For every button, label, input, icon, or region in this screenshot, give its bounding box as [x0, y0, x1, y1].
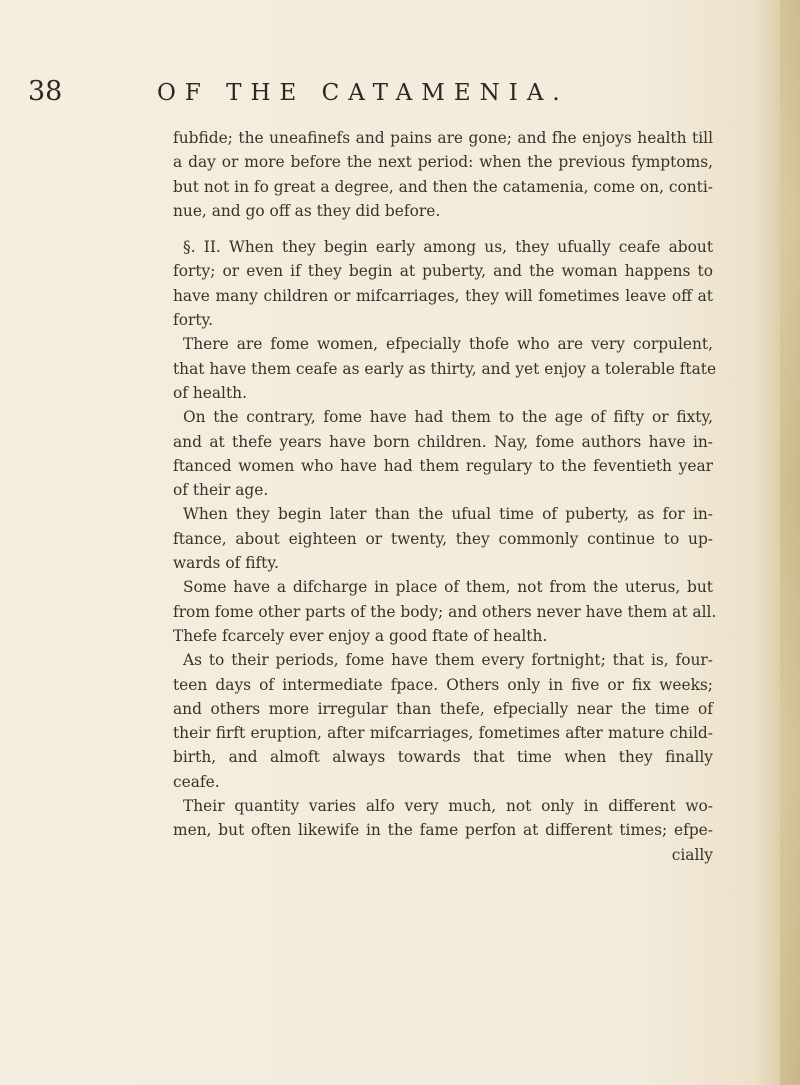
- text-line: from fome other parts of the body; and others never have them at all.: [173, 602, 717, 621]
- text-line: ftance, about eighteen or twenty, they commonly continue to up-: [173, 529, 713, 548]
- text-line: fubfide; the uneafinefs and pains are gone; and fhe enjoys health till: [173, 129, 713, 147]
- text-line: nue, and go off as they did before.: [173, 201, 441, 220]
- running-head: OF THE CATAMENIA.: [157, 80, 569, 106]
- text-line: of health.: [173, 383, 247, 402]
- text-line: Some have a difcharge in place of them, not from the uterus, but: [183, 578, 713, 597]
- section-heading-line: §. II. When they begin early among us, they ufually ceafe about: [183, 238, 713, 257]
- text-line: have many children or mifcarriages, they will fometimes leave off at: [173, 286, 713, 305]
- text-line: that have them ceafe as early as thirty, and yet enjoy a tolerable ftate: [173, 359, 717, 378]
- text-line: their firft eruption, after mifcarriages, fometimes after mature child-: [173, 724, 713, 743]
- body-text: [173, 126, 717, 867]
- text-line: forty.: [173, 311, 214, 330]
- text-line: There are fome women, efpecially thofe who are very corpulent,: [183, 335, 713, 354]
- text-line: wards of fifty.: [173, 554, 279, 573]
- page-edge-shadow: [780, 0, 800, 1085]
- catchword: cially: [671, 845, 713, 864]
- text-line: birth, and almoft always towards that time when they finally: [173, 748, 713, 767]
- text-line: Their quantity varies alfo very much, not only in different wo-: [183, 797, 713, 816]
- text-line: When they begin later than the ufual time of puberty, as for in-: [183, 505, 713, 524]
- text-line: ceafe.: [173, 772, 220, 791]
- text-line: teen days of intermediate fpace. Others only in five or fix weeks;: [173, 675, 713, 694]
- text-line: Thefe fcarcely ever enjoy a good ftate of health.: [173, 626, 548, 645]
- text-line: men, but often likewife in the fame perfon at different times; efpe-: [173, 821, 713, 840]
- text-line: but not in fo great a degree, and then the catamenia, come on, conti-: [173, 177, 713, 196]
- text-line: On the contrary, fome have had them to the age of fifty or fixty,: [183, 408, 713, 427]
- page-number: 38: [28, 76, 63, 107]
- text-line: of their age.: [173, 481, 269, 500]
- text-line: a day or more before the next period: when the previous fymptoms,: [173, 153, 713, 172]
- text-line: forty; or even if they begin at puberty, and the woman happens to: [173, 262, 713, 281]
- text-line: As to their periods, fome have them every fortnight; that is, four-: [183, 651, 713, 670]
- text-line: and at thefe years have born children. Nay, fome authors have in-: [173, 432, 713, 451]
- text-line: ftanced women who have had them regulary to the feventieth year: [173, 456, 713, 475]
- text-line: and others more irregular than thefe, efpecially near the time of: [173, 699, 713, 718]
